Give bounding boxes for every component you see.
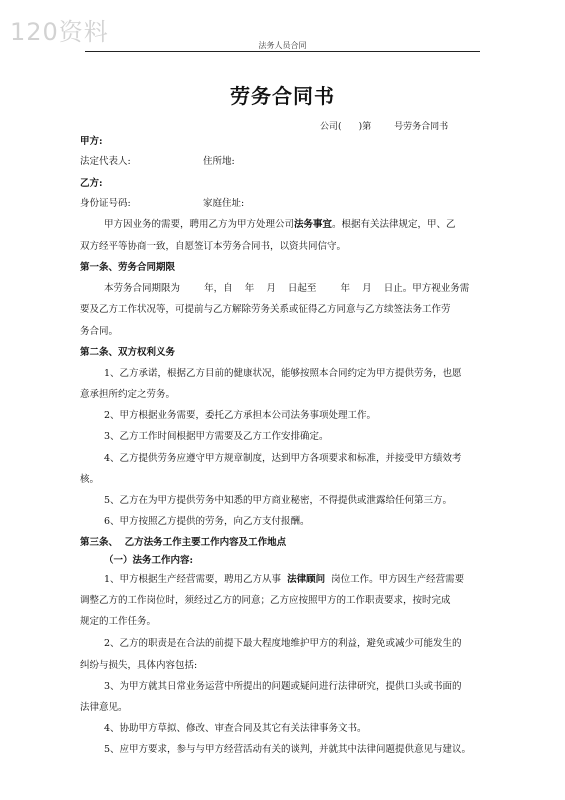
- article-2-item-4-line-2: 核。: [80, 474, 100, 485]
- article-2-item-3: 3、乙方工作时间根据甲方需要及乙方工作安排确定。: [104, 431, 329, 442]
- article-2-heading: 第二条、双方权利义务: [80, 347, 176, 358]
- contract-number: 公司( )第 号劳务合同书: [320, 122, 449, 132]
- article-3-item-1-text-c: 岗位工作。甲方因生产经营需要: [325, 574, 465, 585]
- id-number-field: 身份证号码:: [80, 198, 131, 209]
- article-1-line-3: 务合同。: [80, 326, 119, 337]
- article-3-item-1-line-2: 调整乙方的工作岗位时，须经过乙方的同意；乙方应按照甲方的工作职责要求，按时完成: [80, 595, 451, 606]
- article-3-item-2-line-1: 2、乙方的职责是在合法的前提下最大程度地维护甲方的利益，避免或减少可能发生的: [104, 638, 462, 649]
- article-3-subheading: （一）法务工作内容:: [104, 555, 194, 566]
- intro-line-1: [104, 218, 456, 231]
- article-3-heading: 第三条、 乙方法务工作主要工作内容及工作地点: [80, 537, 287, 548]
- party-b-label: 乙方:: [80, 178, 103, 189]
- legal-rep-field: 法定代表人:: [80, 156, 131, 167]
- party-a-label: 甲方:: [80, 136, 103, 147]
- article-3-item-3-line-2: 法律意见。: [80, 702, 128, 713]
- article-3-item-1-line-3: 规定的工作任务。: [80, 616, 157, 627]
- article-3-item-1-text-a: 1、甲方根据生产经营需要，聘用乙方从事: [104, 574, 288, 585]
- article-2-item-6: 6、甲方按照乙方提供的劳务，向乙方支付报酬。: [104, 516, 310, 527]
- article-2-item-4-line-1: 4、乙方提供劳务应遵守甲方规章制度，达到甲方各项要求和标准，并接受甲方绩效考: [104, 453, 462, 464]
- article-1-heading: 第一条、劳务合同期限: [80, 262, 176, 273]
- article-3-item-5: 5、应甲方要求，参与与甲方经营活动有关的谈判，并就其中法律问题提供意见与建议。: [104, 744, 472, 755]
- article-2-item-2: 2、甲方根据业务需要，委托乙方承担本公司法务事项处理工作。: [104, 410, 377, 421]
- article-2-item-5: 5、乙方在为甲方提供劳务中知悉的甲方商业秘密，不得提供或泄露给任何第三方。: [104, 495, 453, 506]
- intro-text-a: 甲方因业务的需要，聘用乙方为甲方处理公司: [104, 219, 295, 230]
- article-3-item-3-line-1: 3、为甲方就其日常业务运营中所提出的问题或疑问进行法律研究，提供口头或书面的: [104, 681, 462, 692]
- watermark: 120资料: [10, 18, 109, 46]
- article-3-item-2-line-2: 纠纷与损失，具体内容包括:: [80, 660, 198, 671]
- home-address-field: 家庭住址:: [203, 198, 245, 209]
- address-field: 住所地:: [203, 156, 235, 167]
- header-divider: [85, 51, 480, 52]
- intro-text-c: 。根据有关法律规定，甲、乙: [332, 219, 456, 230]
- article-3-item-4: 4、协助甲方草拟、修改、审查合同及其它有关法律事务文书。: [104, 723, 367, 734]
- article-2-item-1-line-1: 1、乙方承诺，根据乙方目前的健康状况，能够按照本合同约定为甲方提供劳务，也愿: [104, 368, 462, 379]
- intro-line-2: 双方经平等协商一致，自愿签订本劳务合同书，以资共同信守。: [80, 241, 347, 252]
- article-2-item-1-line-2: 意承担所约定之劳务。: [80, 389, 176, 400]
- article-1-line-2: 要及乙方工作状况等，可提前与乙方解除劳务关系或征得乙方同意与乙方续签法务工作劳: [80, 304, 451, 315]
- article-3-item-1-bold: 法律顾问: [287, 574, 326, 585]
- article-1-line-1: 本劳务合同期限为 年，自 年 月 日起至 年 月 日止。甲方视业务需: [104, 283, 470, 294]
- document-title: 劳务合同书: [230, 84, 335, 108]
- running-header: 法务人员合同: [258, 41, 307, 50]
- intro-text-bold: 法务事宜: [294, 219, 333, 230]
- article-3-item-1-line-1: [104, 573, 464, 586]
